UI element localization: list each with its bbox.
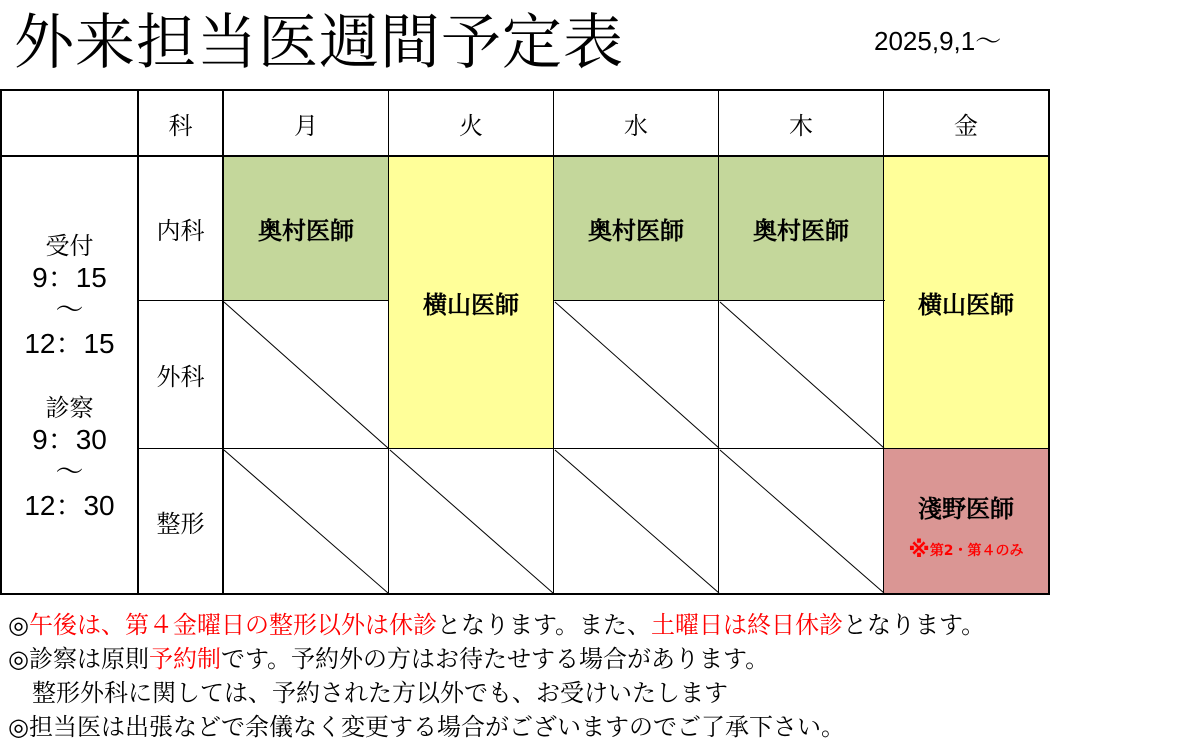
- diag-tue-ortho: [390, 450, 553, 593]
- note-1-red-1: 午後は、第４金曜日の整形以外は休診: [28, 611, 437, 639]
- note-line-2: [8, 642, 985, 676]
- note-mark: ※: [908, 537, 930, 563]
- diag-wed-surgery: [555, 302, 719, 448]
- dept-ortho: 整形: [156, 509, 205, 538]
- note-text: 第2・第４のみ: [929, 543, 1024, 559]
- reception-tilde: ～: [55, 294, 84, 325]
- header-day-fri: 金: [954, 111, 978, 140]
- note-1-mark: ◎: [8, 611, 29, 639]
- doctor-mon-internal: 奥村医師: [258, 217, 354, 245]
- header-day-wed: 水: [624, 111, 648, 140]
- note-2-red-1: 予約制: [148, 645, 221, 673]
- diag-thu-ortho: [720, 450, 884, 593]
- notes: [8, 608, 985, 744]
- exam-start: 9：30: [32, 424, 107, 455]
- note-2-text-2: です。予約外の方はお待たせする場合があります。: [220, 645, 770, 673]
- table-border-right: [1048, 89, 1050, 595]
- exam-tilde: ～: [55, 456, 84, 487]
- header-dept: 科: [168, 111, 193, 140]
- row-separator-surgery-ortho: [138, 448, 1050, 449]
- note-1-text-2: となります。: [843, 611, 986, 639]
- doctor-tue-internal-surgery: 横山医師: [423, 291, 519, 319]
- note-1-text-1: となります。また、: [436, 611, 652, 639]
- header-day-mon: 月: [294, 111, 318, 140]
- exam-end: 12：30: [24, 490, 115, 521]
- reception-label: 受付: [45, 232, 94, 260]
- doctor-fri-ortho-note: [884, 536, 1048, 564]
- reception-start: 9：15: [32, 262, 107, 293]
- note-1-red-2: 土曜日は終日休診: [651, 611, 844, 639]
- dept-surgery: 外科: [156, 363, 205, 391]
- dept-internal: 内科: [156, 217, 205, 245]
- exam-label: 診察: [45, 394, 94, 422]
- header-day-tue: 火: [459, 111, 483, 140]
- note-2-text-1: 診察は原則: [28, 645, 149, 673]
- diag-mon-ortho: [224, 450, 388, 593]
- note-2-mark: ◎: [8, 645, 29, 673]
- doctor-wed-internal: 奥村医師: [588, 217, 684, 245]
- note-line-4: ◎担当医は出張などで余儀なく変更する場合がございますのでご了承下さい。: [8, 713, 845, 741]
- table-border-bottom: [0, 593, 1050, 595]
- diag-mon-surgery: [224, 302, 388, 448]
- doctor-fri-ortho: 淺野医師: [918, 494, 1014, 523]
- effective-date: 2025,9,1～: [874, 26, 1002, 56]
- reception-end: 12：15: [24, 328, 115, 359]
- page-title: 外来担当医週間予定表: [14, 8, 624, 78]
- diag-wed-ortho: [555, 450, 719, 593]
- header-day-thu: 木: [789, 111, 813, 140]
- doctor-fri-internal-surgery: 横山医師: [918, 291, 1014, 319]
- note-line-1: [8, 608, 985, 642]
- note-line-3: 整形外科に関しては、予約された方以外でも、お受けいたします: [8, 679, 728, 707]
- diag-thu-surgery: [720, 302, 884, 448]
- row-separator-internal-surgery-mid: [554, 300, 885, 301]
- doctor-thu-internal: 奥村医師: [753, 217, 849, 245]
